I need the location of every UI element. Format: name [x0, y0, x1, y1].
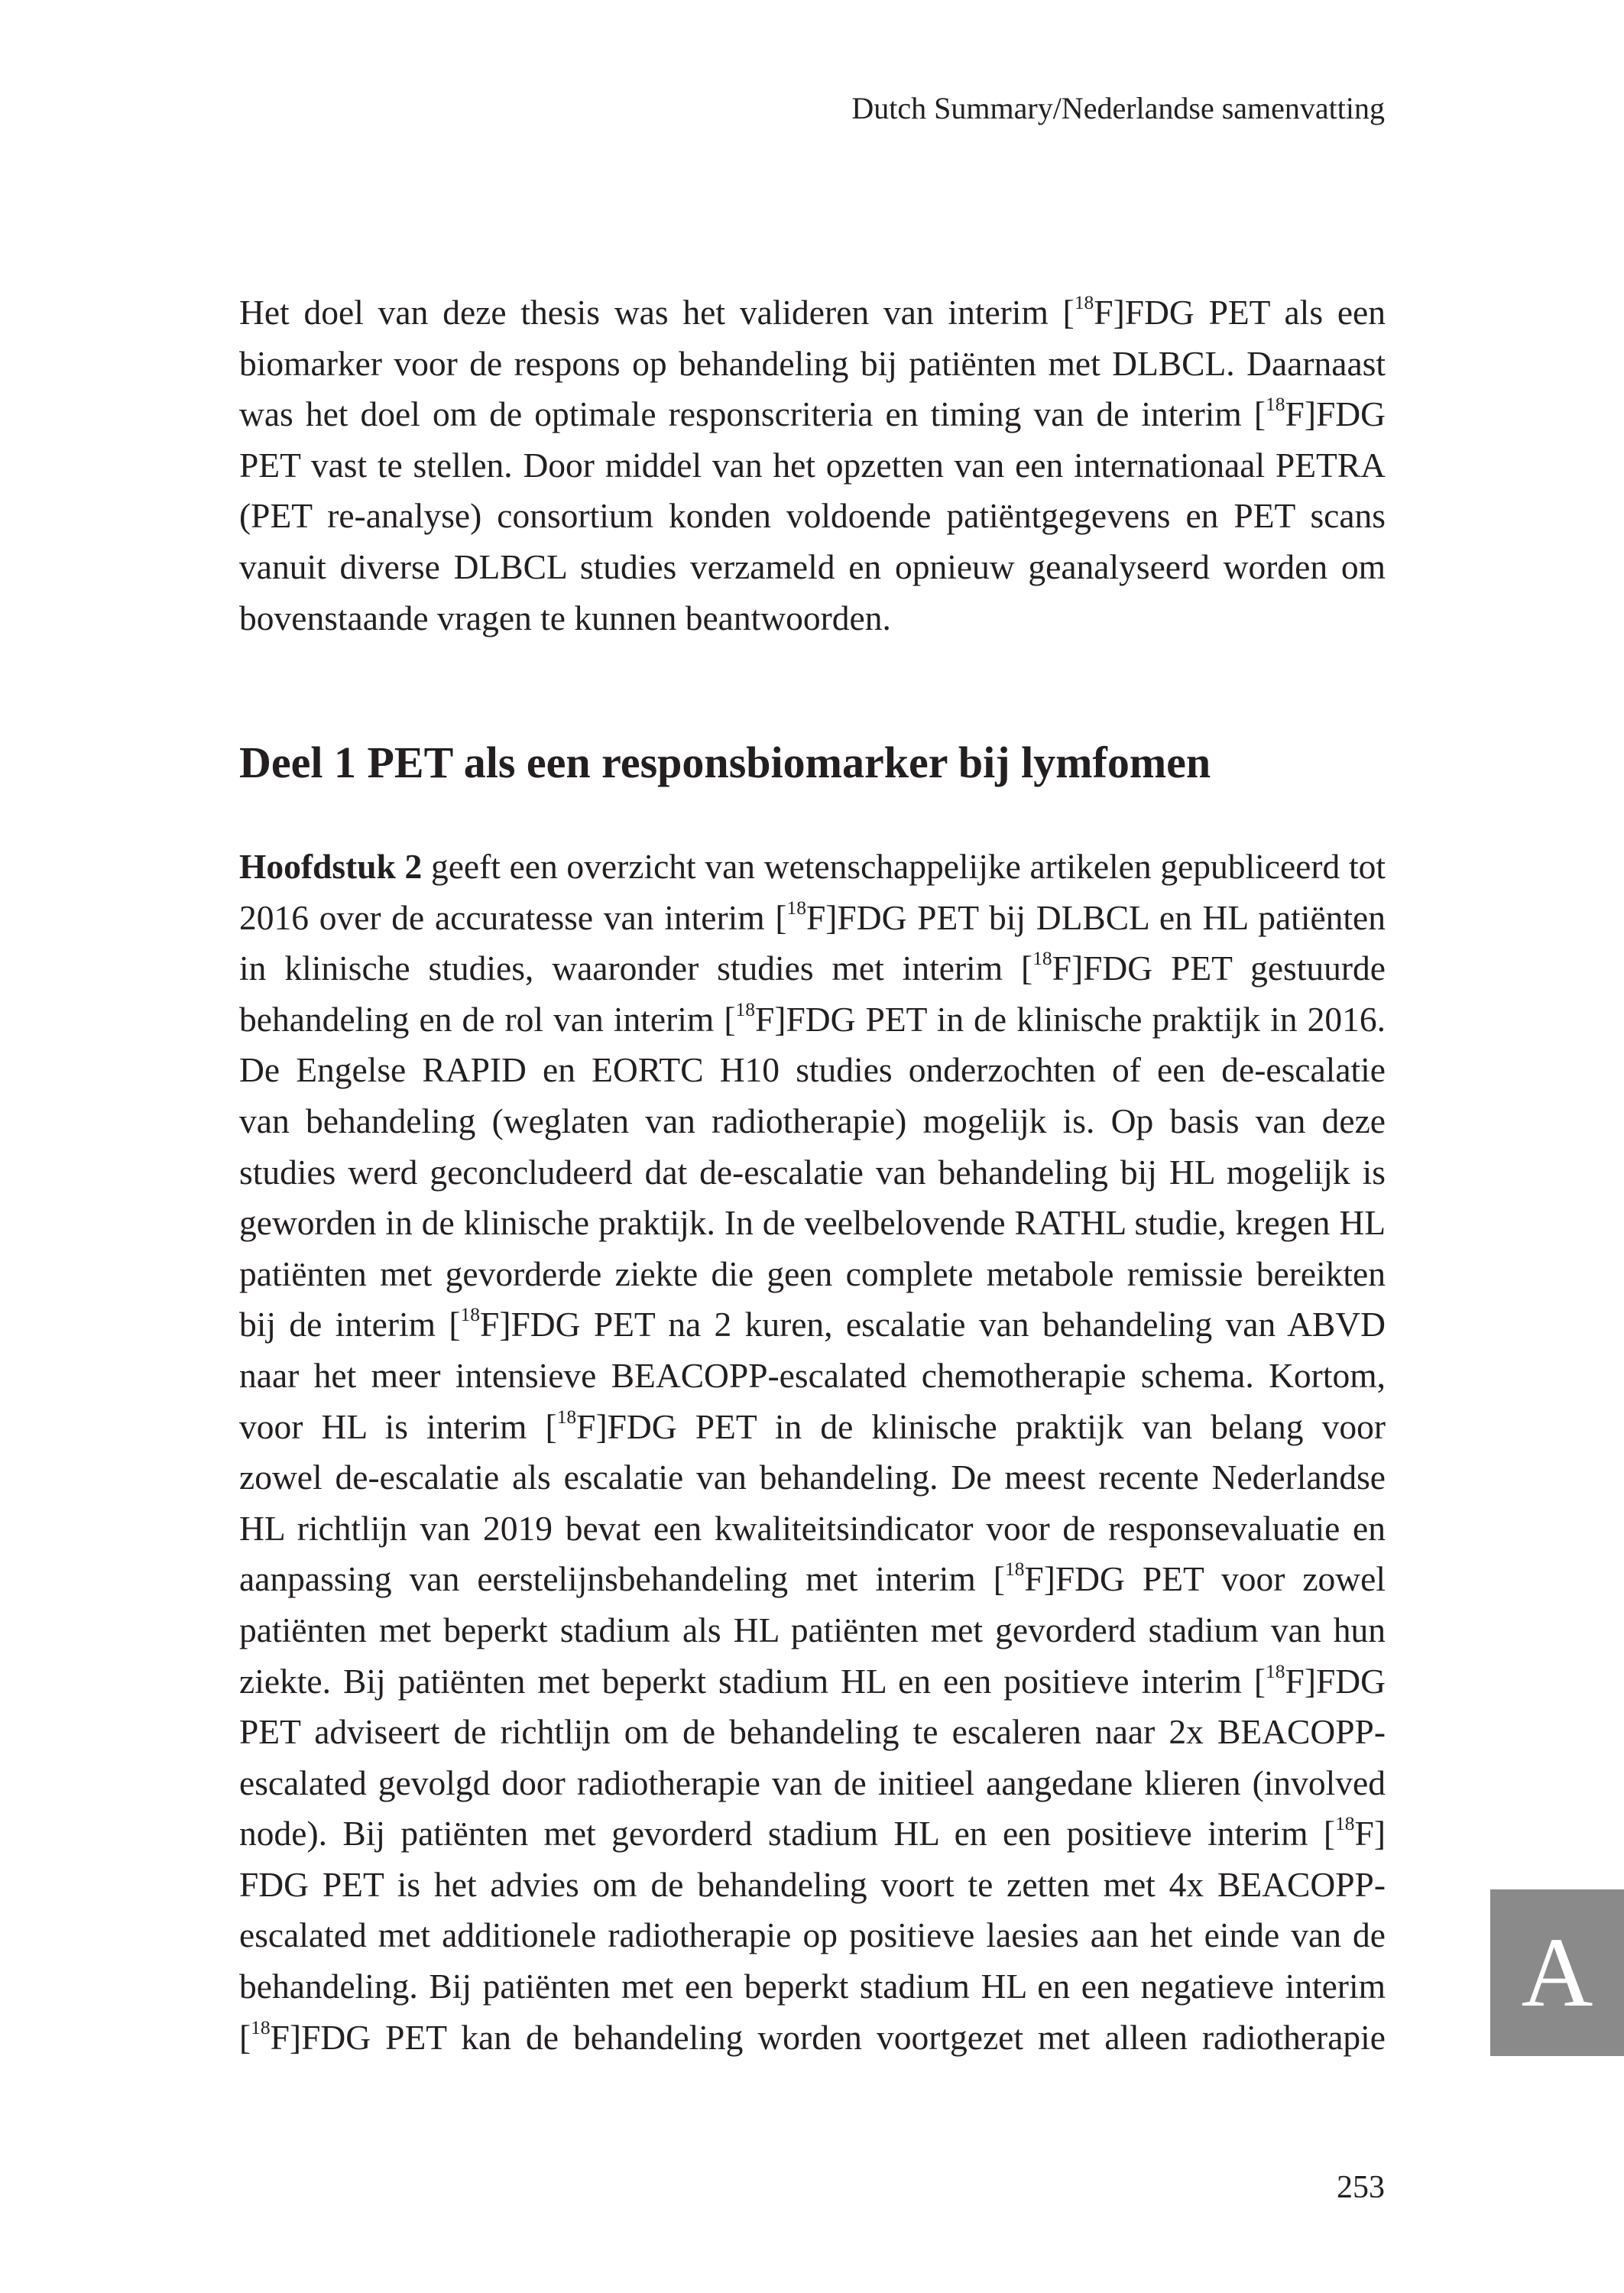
text-line: aanpassing van eerstelijnsbehandeling met interim [$^{18}$F]FDG PET voor zowel [239, 1558, 1386, 1599]
text-line: behandeling en de rol van interim [$^{18}$F]FDG PET in de klinische praktijk in 2016. [239, 997, 1386, 1039]
chapter-reference: Hoofdstuk 2 [239, 847, 423, 886]
page-number: 253 [1337, 2170, 1385, 2205]
running-header: Dutch Summary/Nederlandse samenvatting [851, 91, 1385, 125]
text-line: bij de interim [$^{18}$F]FDG PET na 2 kuren, escalatie van behandeling van ABVD [239, 1303, 1386, 1344]
text-line: biomarker voor de respons op behandeling bij patiënten met DLBCL. Daarnaast [239, 343, 1386, 383]
text-line: voor HL is interim [$^{18}$F]FDG PET in de klinische praktijk van belang voor [239, 1405, 1386, 1446]
appendix-letter: A [1521, 1918, 1593, 2028]
text-line: 2016 over de accuratesse van interim [$^{18}$F]FDG PET bij DLBCL en HL patiënten [239, 896, 1386, 937]
text-line: HL richtlijn van 2019 bevat een kwaliteitsindicator voor de responsevaluatie en [239, 1508, 1386, 1548]
text-line: escalated met additionele radiotherapie op positieve laesies aan het einde van de [239, 1915, 1386, 1955]
text-line: van behandeling (weglaten van radiotherapie) mogelijk is. Op basis van deze [239, 1101, 1386, 1140]
text-line: behandeling. Bij patiënten met een beperkt stadium HL en een negatieve interim [239, 1967, 1386, 2006]
text-line: patiënten met gevorderde ziekte die geen complete metabole remissie bereikten [239, 1254, 1386, 1293]
text-line: De Engelse RAPID en EORTC H10 studies onderzochten of een de-escalatie [239, 1050, 1386, 1090]
chapter-2-paragraph [239, 842, 1386, 2063]
text-line: (PET re-analyse) consortium konden voldoende patiëntgegevens en PET scans [239, 496, 1386, 536]
text-line: Hoofdstuk 2 geeft een overzicht van wetenschappelijke artikelen gepubliceerd tot [239, 847, 1386, 886]
text-line: patiënten met beperkt stadium als HL patiënten met gevorderd stadium van hun [239, 1610, 1386, 1649]
text-line: FDG PET is het advies om de behandeling voort te zetten met 4x BEACOPP- [239, 1864, 1386, 1904]
text-line: in klinische studies, waaronder studies met interim [$^{18}$F]FDG PET gestuurde [239, 947, 1386, 988]
text-line: naar het meer intensieve BEACOPP-escalated chemotherapie schema. Kortom, [239, 1355, 1386, 1395]
text-line: ziekte. Bij patiënten met beperkt stadium HL en een positieve interim [$^{18}$F]FDG [239, 1659, 1386, 1701]
text-line: bovenstaande vragen te kunnen beantwoorden. [239, 598, 891, 637]
appendix-tab [1490, 1889, 1624, 2056]
text-line: zowel de-escalatie als escalatie van behandeling. De meest recente Nederlandse [239, 1458, 1386, 1497]
text-line: vanuit diverse DLBCL studies verzameld en opnieuw geanalyseerd worden om [239, 546, 1386, 586]
text-line: studies werd geconcludeerd dat de-escalatie van behandeling bij HL mogelijk is [239, 1152, 1386, 1192]
section-heading: Deel 1 PET als een responsbiomarker bij lymfomen [239, 738, 1211, 787]
text-line: [$^{18}$F]FDG PET kan de behandeling worden voortgezet met alleen radiotherapie [239, 2016, 1386, 2057]
text-line: was het doel om de optimale responscriteria en timing van de interim [$^{18}$F]FDG [239, 393, 1386, 434]
text-line: escalated gevolgd door radiotherapie van de initieel aangedane klieren (involved [239, 1763, 1386, 1802]
text-line: geworden in de klinische praktijk. In de veelbelovende RATHL studie, kregen HL [239, 1203, 1386, 1243]
text-line: PET adviseert de richtlijn om de behandeling te escaleren naar 2x BEACOPP- [239, 1712, 1386, 1752]
text-line: node). Bij patiënten met gevorderd stadium HL en een positieve interim [$^{18}$F] [239, 1812, 1386, 1854]
text-line: Het doel van deze thesis was het valideren van interim [$^{18}$F]FDG PET als een [239, 291, 1386, 332]
text-line: PET vast te stellen. Door middel van het opzetten van een internationaal PETRA [239, 445, 1386, 485]
intro-paragraph [239, 287, 1386, 644]
